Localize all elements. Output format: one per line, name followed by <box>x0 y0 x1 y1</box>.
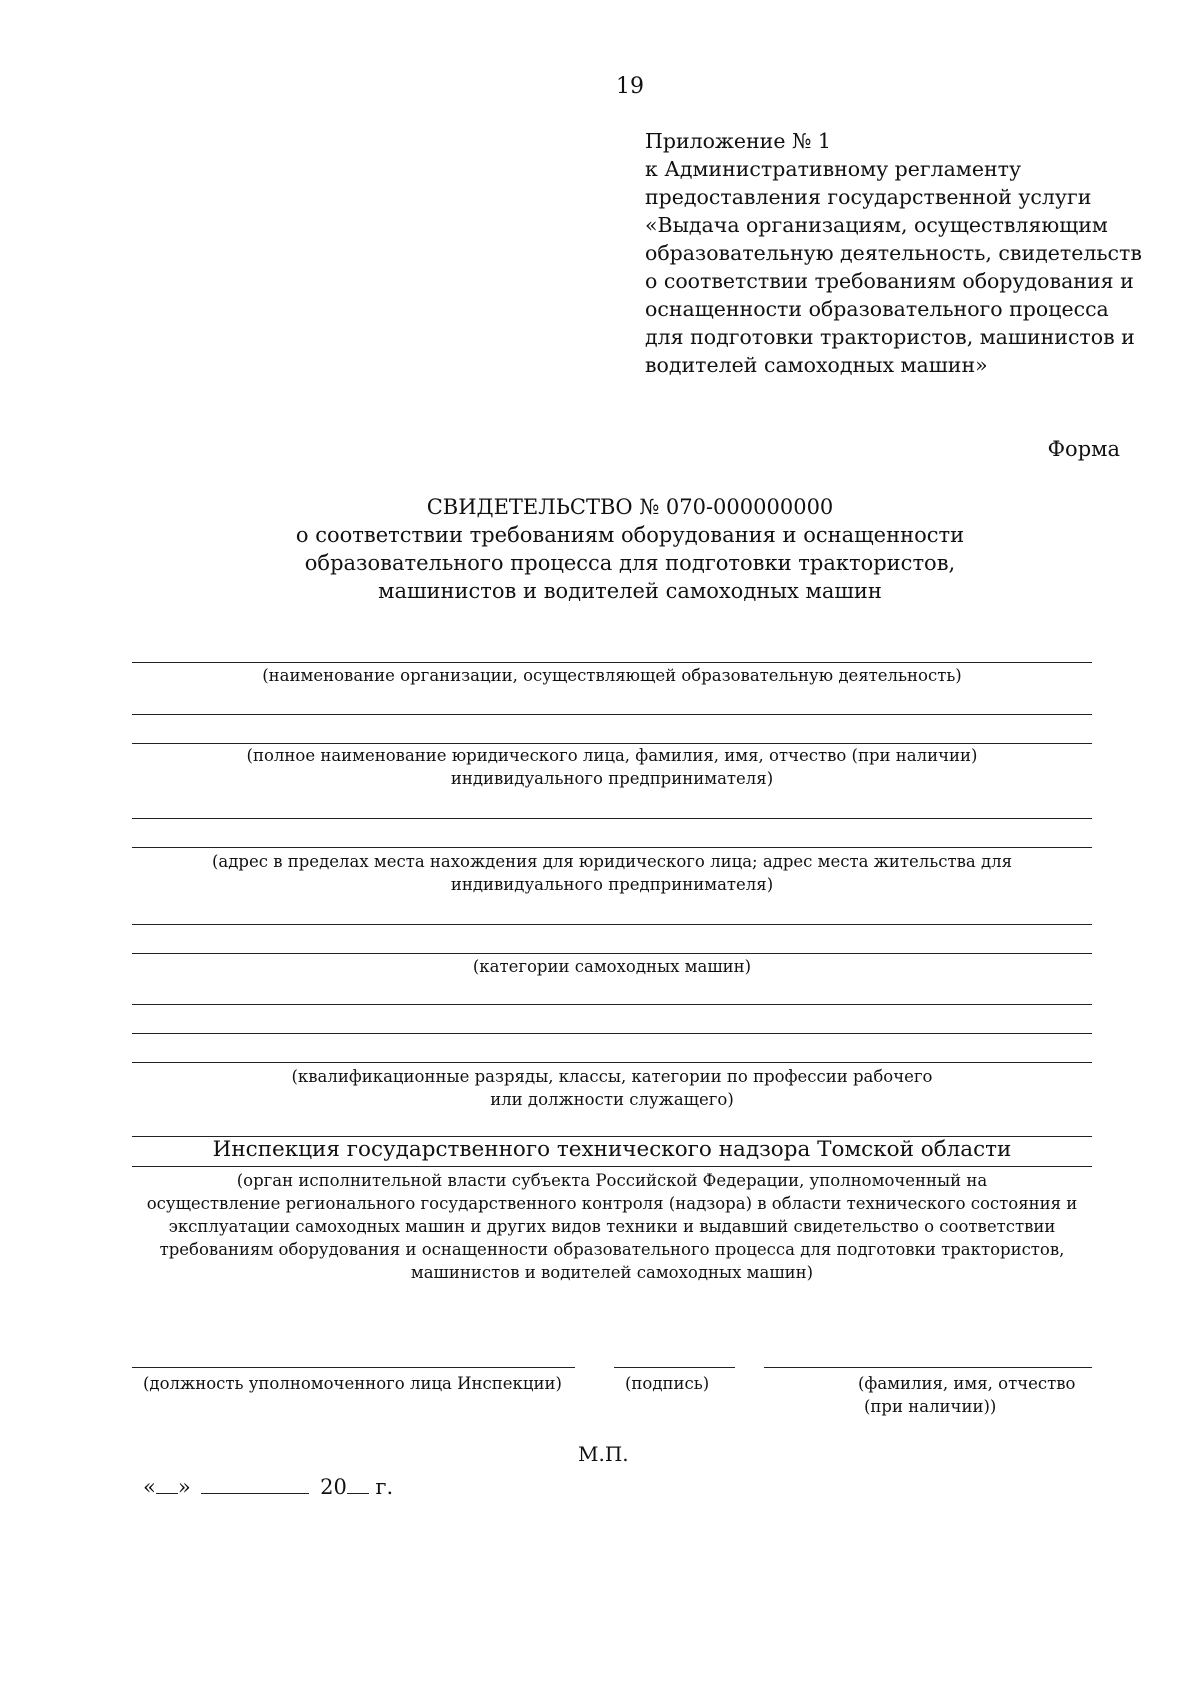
date-open-quote: « <box>143 1475 156 1499</box>
caption-line: или должности служащего) <box>490 1090 734 1109</box>
qualifications-field-line-2[interactable] <box>132 1033 1092 1034</box>
month-field[interactable] <box>201 1473 309 1494</box>
page-number: 19 <box>616 74 644 99</box>
appendix-line: для подготовки трактористов, машинистов и <box>645 325 1135 349</box>
certificate-subtitle-line: о соответствии требованиям оборудования и оснащенности <box>295 523 965 547</box>
appendix-line: «Выдача организациям, осуществляющим <box>645 213 1108 237</box>
certificate-title <box>0 493 1200 605</box>
appendix-line: водителей самоходных машин» <box>645 353 988 377</box>
position-caption: (должность уполномоченного лица Инспекции) <box>143 1374 562 1393</box>
certificate-subtitle-line: машинистов и водителей самоходных машин <box>378 579 882 603</box>
legal-name-field-line-1[interactable] <box>132 714 1092 715</box>
day-field[interactable] <box>156 1473 178 1494</box>
appendix-line: предоставления государственной услуги <box>645 185 1092 209</box>
caption-line: (наименование организации, осуществляющей образовательную деятельность) <box>262 666 962 685</box>
appendix-line: о соответствии требованиям оборудования и <box>645 269 1134 293</box>
caption-line: осуществление регионального государственного контроля (надзора) в области технического состояния и <box>146 1194 1078 1213</box>
appendix-line: образовательную деятельность, свидетельств <box>645 241 1142 265</box>
categories-field-line-1[interactable] <box>132 924 1092 925</box>
authority-bottom-line <box>132 1166 1092 1167</box>
appendix-line: оснащенности образовательного процесса <box>645 297 1109 321</box>
caption-line: эксплуатации самоходных машин и других видов техники и выдавший свидетельство о соответствии <box>168 1217 1056 1236</box>
full-name-caption-line-2: (при наличии)) <box>864 1397 997 1416</box>
caption-line: (категории самоходных машин) <box>472 957 752 976</box>
address-field-line-2[interactable] <box>132 847 1092 848</box>
caption-line: требованиям оборудования и оснащенности образовательного процесса для подготовки трактористов, <box>159 1240 1065 1259</box>
certificate-heading: СВИДЕТЕЛЬСТВО № 070-000000000 <box>426 495 834 519</box>
form-label: Форма <box>1047 437 1120 461</box>
stamp-label: М.П. <box>578 1442 629 1466</box>
caption-line: (адрес в пределах места нахождения для юридического лица; адрес места жительства для <box>211 852 1013 871</box>
full-name-field-line[interactable] <box>764 1367 1092 1368</box>
caption-line: (квалификационные разряды, классы, категории по профессии рабочего <box>291 1067 933 1086</box>
address-field-line-1[interactable] <box>132 818 1092 819</box>
caption-line: (полное наименование юридического лица, фамилия, имя, отчество (при наличии) <box>246 746 978 765</box>
year-field[interactable] <box>347 1473 369 1494</box>
signature-field-line[interactable] <box>614 1367 735 1368</box>
authority-caption <box>132 1169 1092 1284</box>
year-suffix: г. <box>375 1475 394 1499</box>
categories-field-line-2[interactable] <box>132 953 1092 954</box>
appendix-line: к Административному регламенту <box>645 157 1022 181</box>
categories-caption <box>132 955 1092 978</box>
caption-line: (орган исполнительной власти субъекта Российской Федерации, уполномоченный на <box>236 1171 988 1190</box>
qualifications-field-line-3[interactable] <box>132 1062 1092 1063</box>
organization-field-line[interactable] <box>132 662 1092 663</box>
appendix-block <box>645 127 1142 379</box>
year-prefix: 20 <box>320 1475 347 1499</box>
date-line <box>143 1473 393 1499</box>
address-caption <box>132 850 1092 896</box>
date-close-quote: » <box>177 1475 191 1499</box>
caption-line: машинистов и водителей самоходных машин) <box>410 1263 814 1282</box>
legal-name-caption <box>132 744 1092 790</box>
organization-caption <box>132 664 1092 687</box>
qualifications-caption <box>132 1065 1092 1111</box>
authority-name: Инспекция государственного технического надзора Томской области <box>212 1137 1012 1162</box>
signature-caption: (подпись) <box>625 1374 710 1393</box>
appendix-line: Приложение № 1 <box>645 129 831 153</box>
qualifications-field-line-1[interactable] <box>132 1004 1092 1005</box>
caption-line: индивидуального предпринимателя) <box>450 769 774 788</box>
caption-line: индивидуального предпринимателя) <box>450 875 774 894</box>
certificate-subtitle-line: образовательного процесса для подготовки трактористов, <box>304 551 956 575</box>
full-name-caption-line-1: (фамилия, имя, отчество <box>858 1374 1076 1393</box>
position-field-line[interactable] <box>132 1367 575 1368</box>
